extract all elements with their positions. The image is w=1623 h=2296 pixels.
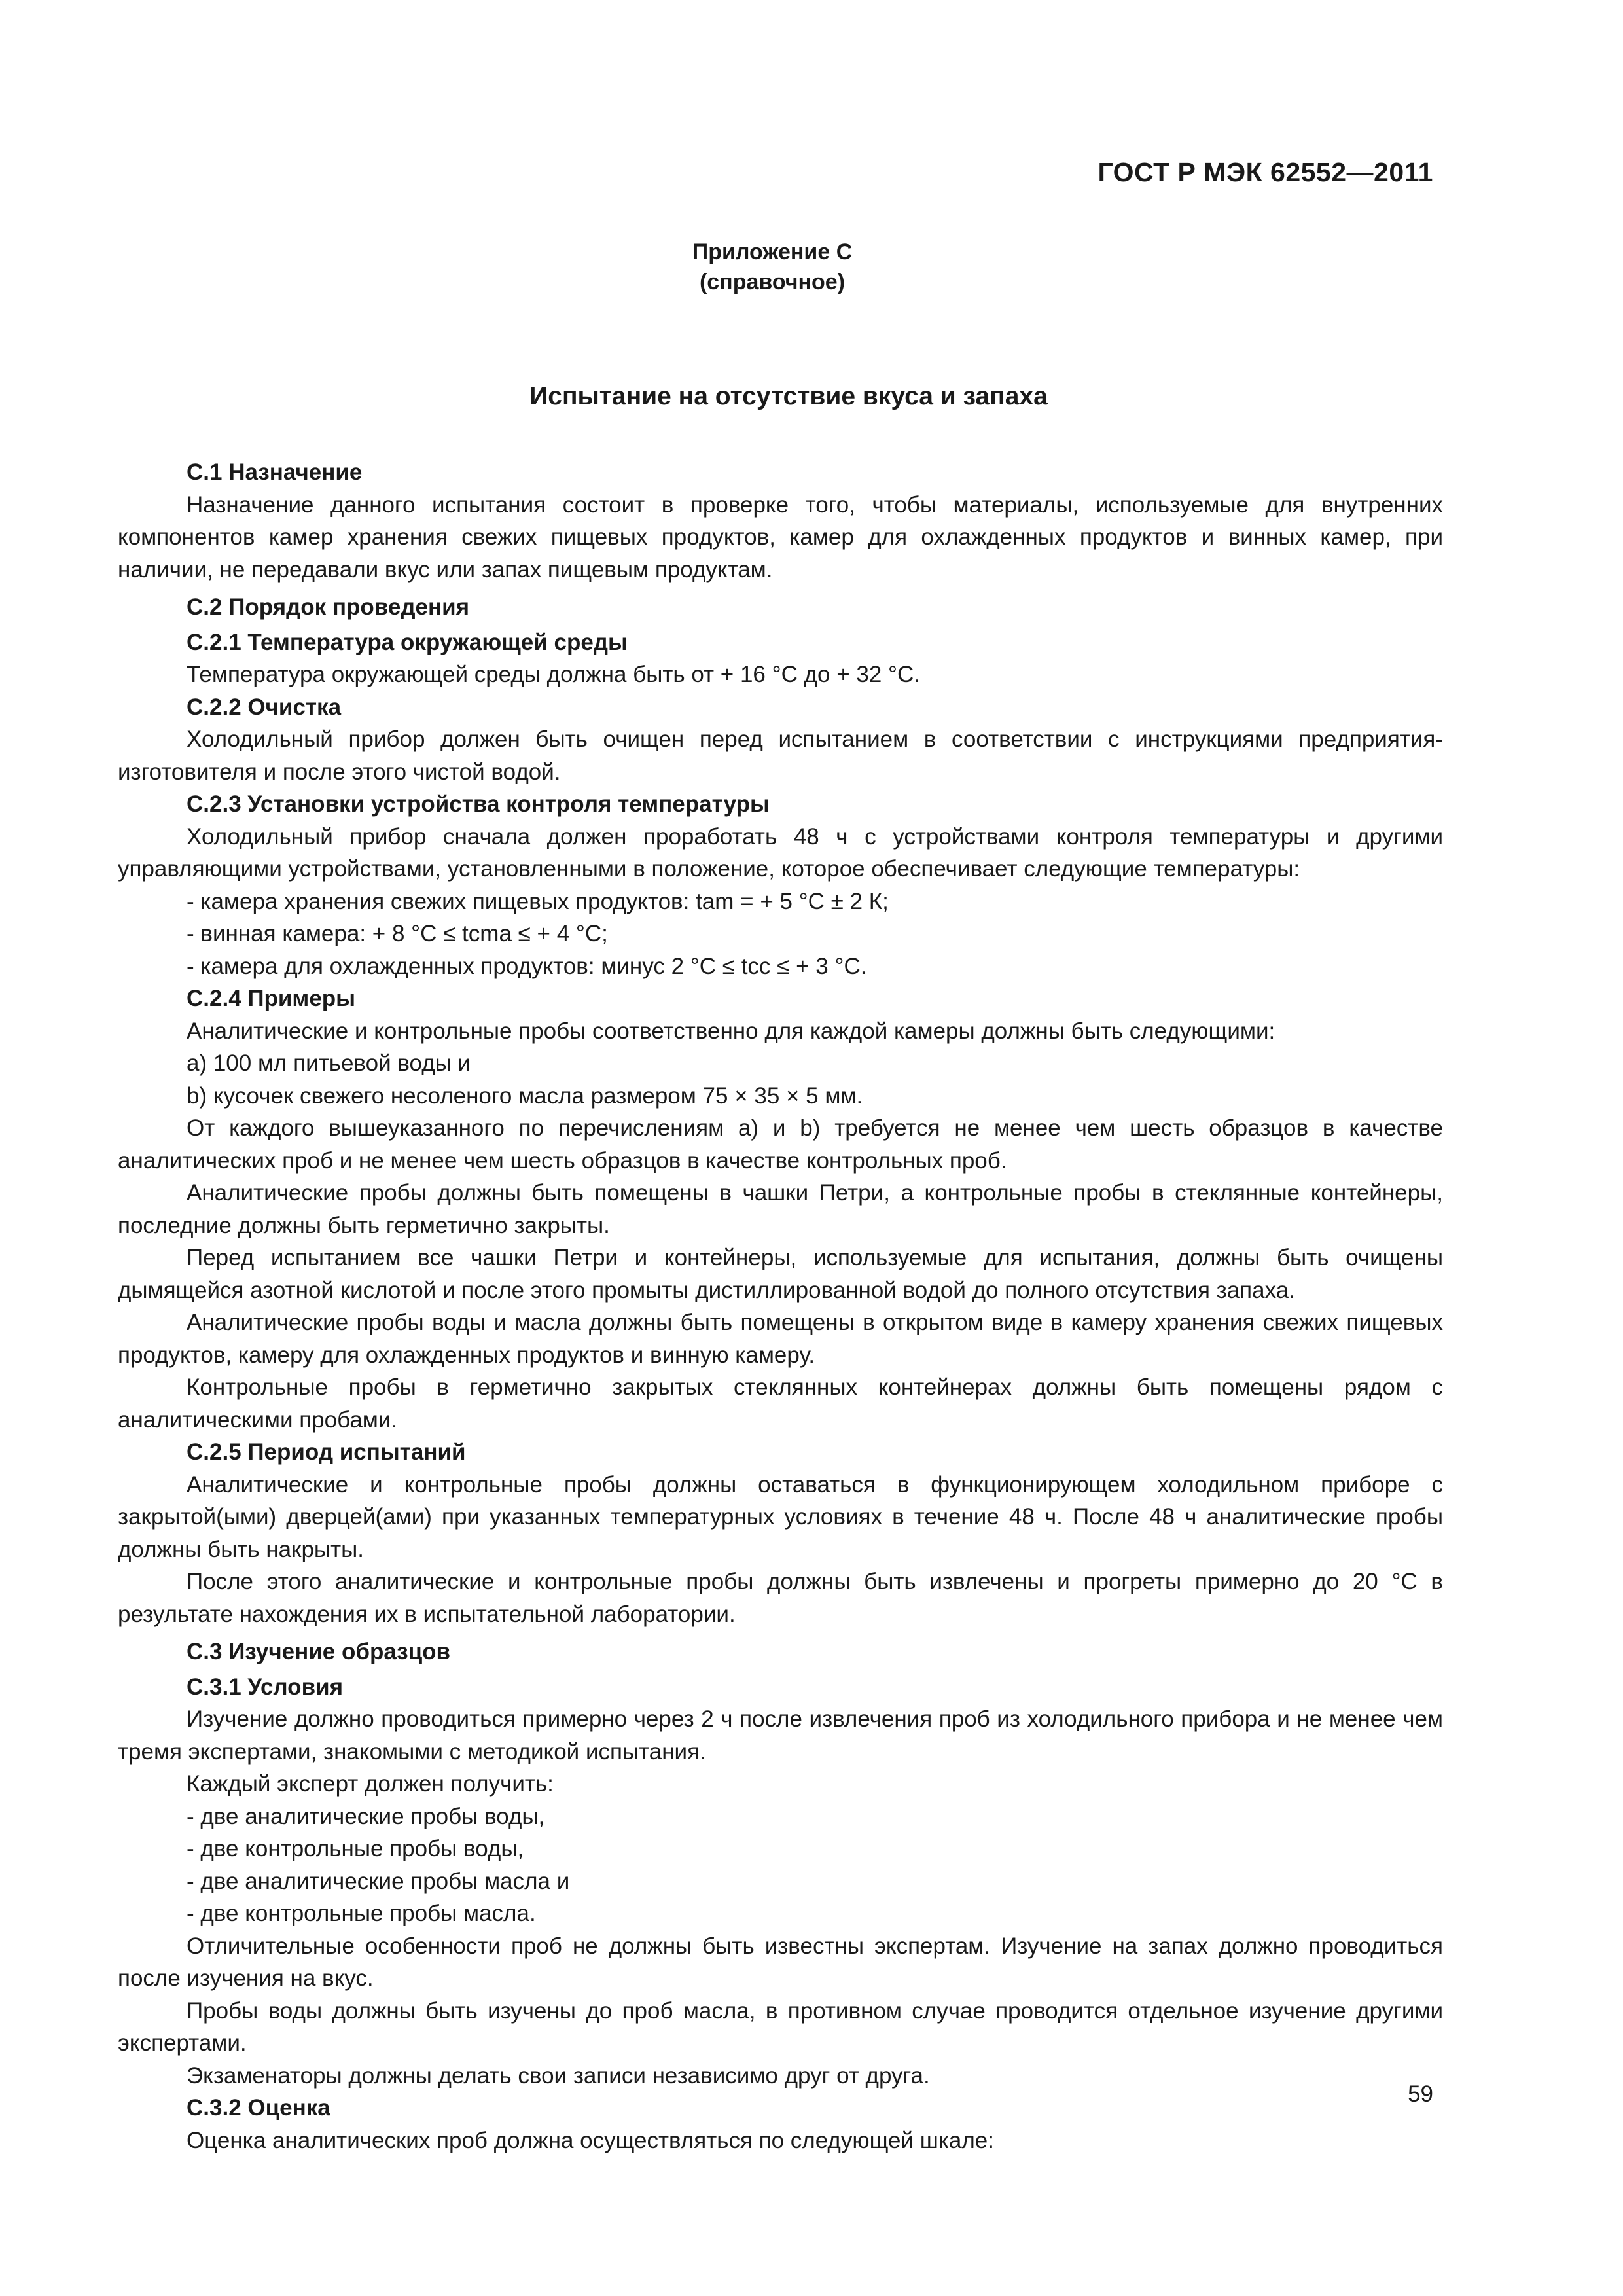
appendix-title: Испытание на отсутствие вкуса и запаха [529,382,1048,410]
list-item: а) 100 мл питьевой воды и [187,1050,471,1076]
section-heading-c3: C.3 Изучение образцов [187,1639,451,1664]
paragraph: Оценка аналитических проб должна осуществляться по следующей шкале: [187,2127,994,2153]
paragraph: Отличительные особенности проб не должны быть известны экспертам. Изучение на запах должно проводиться после изучения на вкус. [118,1933,1443,1991]
page-number: 59 [1408,2081,1433,2107]
subsection-heading-c23: C.2.3 Установки устройства контроля температуры [187,791,770,817]
list-item: - две аналитические пробы масла и [187,1868,570,1894]
subsection-heading-c32: C.3.2 Оценка [187,2095,330,2121]
paragraph: Аналитические пробы должны быть помещены в чашки Петри, а контрольные пробы в стеклянные контейнеры, последние должны быть герметично закрыты. [118,1180,1443,1238]
paragraph: Холодильный прибор должен быть очищен перед испытанием в соответствии с инструкциями предприятия-изготовителя и после этого чистой водой. [118,726,1443,785]
subsection-heading-c24: C.2.4 Примеры [187,986,356,1011]
paragraph: Каждый эксперт должен получить: [187,1771,554,1797]
section-heading-c1: C.1 Назначение [187,459,363,485]
subsection-heading-c21: C.2.1 Температура окружающей среды [187,629,628,655]
paragraph: От каждого вышеуказанного по перечислениям а) и b) требуется не менее чем шесть образцов в качестве аналитических проб и не менее чем шесть образцов в качестве контрольных проб. [118,1115,1443,1174]
paragraph: Аналитические и контрольные пробы должны оставаться в функционирующем холодильном приборе с закрытой(ыми) дверцей(ами) при указанных температурных условиях в течение 48 ч. После 48 ч аналитические пробы должны быть накрыты. [118,1471,1443,1562]
paragraph: Температура окружающей среды должна быть от + 16 °С до + 32 °С. [187,662,921,687]
paragraph: После этого аналитические и контрольные пробы должны быть извлечены и прогреты примерно до 20 °С в результате нахождения их в испытательной лаборатории. [118,1569,1443,1627]
paragraph: Экзаменаторы должны делать свои записи независимо друг от друга. [187,2062,930,2089]
subsection-heading-c22: C.2.2 Очистка [187,694,342,720]
list-item: - винная камера: + 8 °С ≤ tcma ≤ + 4 °С; [187,921,608,946]
list-item: - камера для охлажденных продуктов: минус 2 °С ≤ tcc ≤ + 3 °С. [187,953,867,979]
document-body [118,456,1443,2157]
appendix-label: Приложение C [692,240,853,264]
paragraph: Аналитические пробы воды и масла должны быть помещены в открытом виде в камеру хранения свежих пищевых продуктов, камеру для охлажденных продуктов и винную камеру. [118,1310,1443,1368]
paragraph: Пробы воды должны быть изучены до проб масла, в противном случае проводится отдельное изучение другими экспертами. [118,1998,1443,2056]
paragraph: Перед испытанием все чашки Петри и контейнеры, используемые для испытания, должны быть очищены дымящейся азотной кислотой и после этого промыты дистиллированной водой до полного отсутствия запаха. [118,1245,1443,1303]
subsection-heading-c25: C.2.5 Период испытаний [187,1439,466,1465]
list-item: b) кусочек свежего несоленого масла размером 75 × 35 × 5 мм. [187,1083,863,1109]
subsection-heading-c31: C.3.1 Условия [187,1674,344,1700]
section-heading-c2: C.2 Порядок проведения [187,594,470,620]
paragraph: Холодильный прибор сначала должен проработать 48 ч с устройствами контроля температуры и другими управляющими устройствами, установленными в положение, которое обеспечивает следующие температуры: [118,823,1443,882]
list-item: - две контрольные пробы воды, [187,1836,524,1861]
paragraph: Изучение должно проводиться примерно через 2 ч после извлечения проб из холодильного прибора и не менее чем тремя экспертами, знакомыми с методикой испытания. [118,1706,1443,1765]
paragraph: Аналитические и контрольные пробы соответственно для каждой камеры должны быть следующими: [187,1018,1275,1044]
paragraph: Назначение данного испытания состоит в проверке того, чтобы материалы, используемые для внутренних компонентов камер хранения свежих пищевых продуктов, камер для охлажденных продуктов и винных камер, при наличии, не передавали вкус или запах пищевым продуктам. [118,492,1443,583]
appendix-status: (справочное) [699,270,846,295]
list-item: - две контрольные пробы масла. [187,1901,536,1926]
list-item: - камера хранения свежих пищевых продуктов: tam = + 5 °С ± 2 К; [187,888,889,914]
list-item: - две аналитические пробы воды, [187,1803,545,1829]
appendix-heading [0,237,1584,297]
paragraph: Контрольные пробы в герметично закрытых стеклянных контейнерах должны быть помещены рядом с аналитическими пробами. [118,1374,1443,1433]
standard-code: ГОСТ Р МЭК 62552—2011 [1097,157,1433,187]
